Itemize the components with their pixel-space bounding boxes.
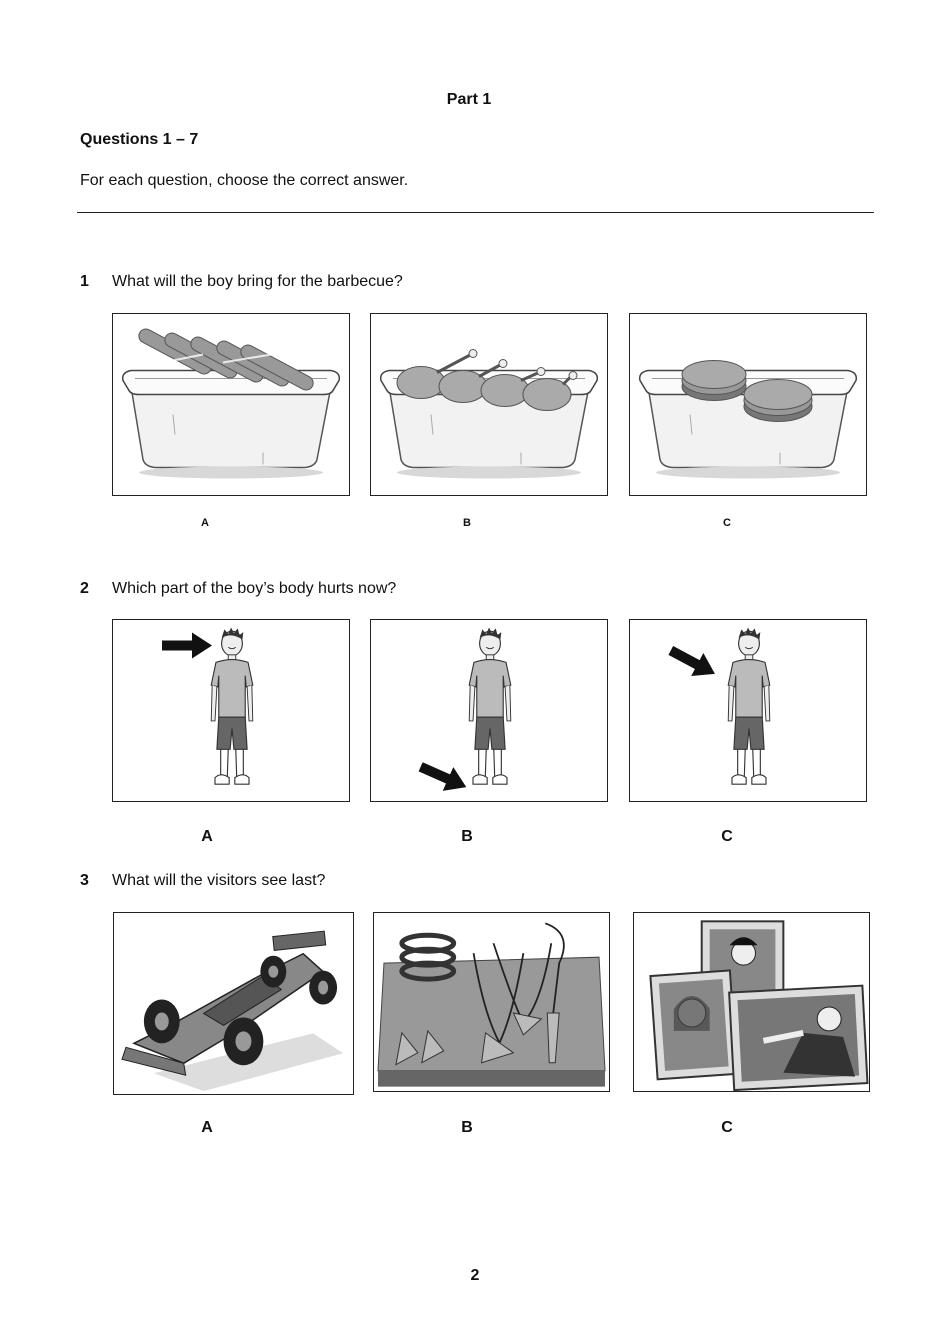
burger-tray-icon <box>630 314 866 495</box>
sausage-tray-icon <box>113 314 349 495</box>
q2-option-c-label: C <box>721 828 733 845</box>
q3-option-a-label: A <box>201 1119 213 1136</box>
boy-foot-arrow-icon <box>371 620 607 801</box>
boy-arm-arrow-icon <box>630 620 866 801</box>
question-3-number: 3 <box>80 872 89 889</box>
framed-photos-icon <box>634 913 869 1091</box>
question-1-text: What will the boy bring for the barbecue? <box>112 273 403 290</box>
arrow-icon <box>162 633 212 659</box>
q3-option-b-label: B <box>461 1119 473 1136</box>
q3-option-b-image[interactable] <box>373 912 610 1092</box>
divider-line <box>77 212 874 213</box>
q1-option-a-label: A <box>201 517 209 529</box>
q3-option-a-image[interactable] <box>113 912 354 1095</box>
q2-option-a-label: A <box>201 828 213 845</box>
question-2-text: Which part of the boy’s body hurts now? <box>112 580 397 597</box>
instruction-text: For each question, choose the correct answer. <box>80 172 409 189</box>
part-title: Part 1 <box>446 91 492 108</box>
q1-option-a-image[interactable] <box>112 313 350 496</box>
boy-head-arrow-icon <box>113 620 349 801</box>
q2-option-b-label: B <box>461 828 473 845</box>
question-3-text: What will the visitors see last? <box>112 872 326 889</box>
q1-option-b-image[interactable] <box>370 313 608 496</box>
questions-range-heading: Questions 1 – 7 <box>80 131 199 148</box>
question-1-number: 1 <box>80 273 89 290</box>
jewellery-display-icon <box>374 913 609 1091</box>
q2-option-b-image[interactable] <box>370 619 608 802</box>
q3-option-c-label: C <box>721 1119 733 1136</box>
page-number: 2 <box>470 1267 480 1284</box>
q1-option-c-label: C <box>723 517 731 529</box>
question-2-number: 2 <box>80 580 89 597</box>
q3-option-c-image[interactable] <box>633 912 870 1092</box>
q1-option-c-image[interactable] <box>629 313 867 496</box>
q2-option-c-image[interactable] <box>629 619 867 802</box>
q2-option-a-image[interactable] <box>112 619 350 802</box>
racing-car-icon <box>114 913 353 1094</box>
chicken-legs-tray-icon <box>371 314 607 495</box>
q1-option-b-label: B <box>463 517 471 529</box>
